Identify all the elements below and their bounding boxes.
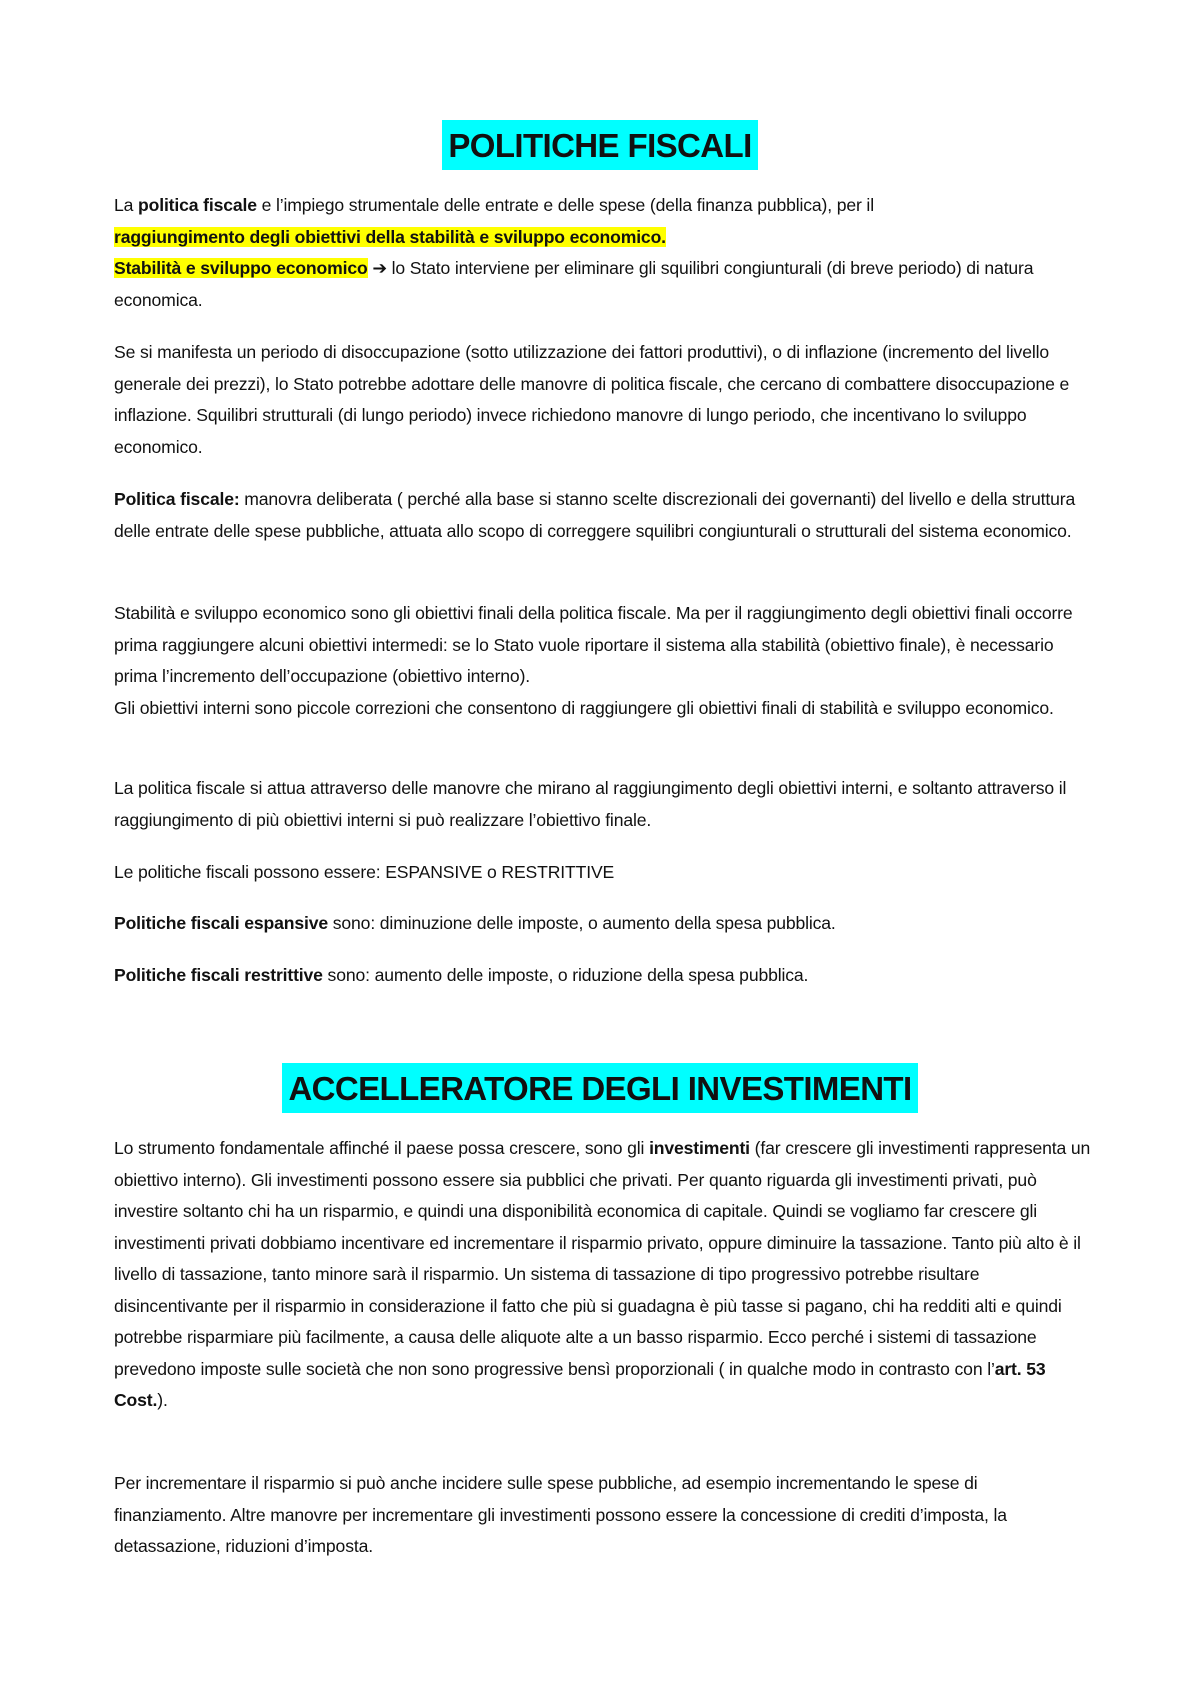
section2-paragraph-1: [114, 1133, 1094, 1417]
text-run: Gli obiettivi interni sono piccole correzioni che consentono di raggiungere gli obiettivi finali di stabilità e sviluppo economico.: [114, 697, 1054, 718]
highlighted-text: Stabilità e sviluppo economico: [114, 258, 368, 278]
text-run: manovra deliberata ( perché alla base si stanno scelte discrezionali dei governanti) del livello e della struttura delle entrate delle spese pubbliche, attuata allo scopo di correggere squilibri congiunturali o strutturali del sistema economico.: [114, 489, 1076, 541]
section2-heading-wrap: [0, 1063, 1200, 1113]
text-run: Stabilità e sviluppo economico sono gli obiettivi finali della politica fiscale. Ma per il raggiungimento degli obiettivi finali occorre prima raggiungere alcuni obiettivi intermedi: se lo Stato vuole riportare il sistema alla stabilità (obiettivo finale), è necessario prima l’incremento dell’occupazione (obiettivo interno).: [114, 603, 1073, 686]
text-run: sono: aumento delle imposte, o riduzione della spesa pubblica.: [322, 965, 809, 985]
text-run: La: [114, 195, 139, 215]
section1-paragraph-8: [114, 960, 1094, 992]
text-run: (far crescere gli investimenti rappresenta un obiettivo interno). Gli investimenti possono essere sia pubblici che privati. Per quanto riguarda gli investimenti privati, può investire soltanto chi ha un risparmio, e quindi una disponibilità economica di capitale. Quindi se vogliamo far crescere gli investimenti privati dobbiamo incentivare ed incrementare il risparmio privato, oppure diminuire la tassazione. Tanto più alto è il livello di tassazione, tanto minore sarà il risparmio. Un sistema di tassazione di tipo progressivo potrebbe risultare disincentivante per il risparmio in considerazione il fatto che più si guadagna è più tasse si pagano, chi ha redditi alti e quindi potrebbe risparmiare più facilmente, a causa delle aliquote alte a un basso risparmio. Ecco perché i sistemi di tassazione prevedono imposte sulle società che non sono progressive bensì proporzionali ( in qualche modo in contrasto con l’: [114, 1138, 1091, 1379]
section1-paragraph-3: [114, 484, 1094, 547]
text-run: e l’impiego strumentale delle entrate e delle spese (della finanza pubblica), per il: [256, 195, 874, 215]
section1-paragraph-5: La politica fiscale si attua attraverso delle manovre che mirano al raggiungimento degli obiettivi interni, e soltanto attraverso il raggiungimento di più obiettivi interni si può realizzare l’obiettivo finale.: [114, 778, 1067, 830]
text-run: Lo strumento fondamentale affinché il paese possa crescere, sono gli: [114, 1138, 650, 1158]
section1-paragraph-7: [114, 908, 1094, 940]
section1-paragraph-6: Le politiche fiscali possono essere: ESPANSIVE o RESTRITTIVE: [114, 862, 615, 882]
text-run: sono: diminuzione delle imposte, o aumento della spesa pubblica.: [328, 913, 836, 933]
bold-term: art. 53 Cost.: [114, 1358, 1046, 1410]
bold-term: investimenti: [649, 1138, 750, 1158]
bold-term: Politica fiscale:: [114, 489, 240, 509]
section1-heading-wrap: [0, 120, 1200, 170]
arrow-icon: ➔: [372, 258, 387, 278]
section2-paragraph-2: Per incrementare il risparmio si può anche incidere sulle spese pubbliche, ad esempio incrementando le spese di finanziamento. Altre manovre per incrementare gli investimenti possono essere la concessione di crediti d’imposta, la detassazione, riduzioni d’imposta.: [114, 1473, 1007, 1556]
section1-paragraph-1: [114, 190, 1094, 316]
text-run: lo Stato interviene per eliminare gli squilibri congiunturali (di breve periodo) di natura economica.: [114, 258, 1034, 310]
bold-term: politica fiscale: [138, 195, 257, 215]
section1-paragraph-2: Se si manifesta un periodo di disoccupazione (sotto utilizzazione dei fattori produttivi), o di inflazione (incremento del livello generale dei prezzi), lo Stato potrebbe adottare delle manovre di politica fiscale, che cercano di combattere disoccupazione e inflazione. Squilibri strutturali (di lungo periodo) invece richiedono manovre di lungo periodo, che incentivano lo sviluppo economico.: [114, 342, 1070, 457]
text-run: ).: [157, 1390, 168, 1410]
bold-term: Politiche fiscali espansive: [114, 913, 329, 933]
section2-title: ACCELLERATORE DEGLI INVESTIMENTI: [282, 1063, 917, 1113]
section1-title: POLITICHE FISCALI: [442, 120, 757, 170]
bold-term: Politiche fiscali restrittive: [114, 965, 323, 985]
highlighted-text: raggiungimento degli obiettivi della stabilità e sviluppo economico.: [114, 226, 666, 247]
section1-paragraph-4: [114, 598, 1094, 724]
